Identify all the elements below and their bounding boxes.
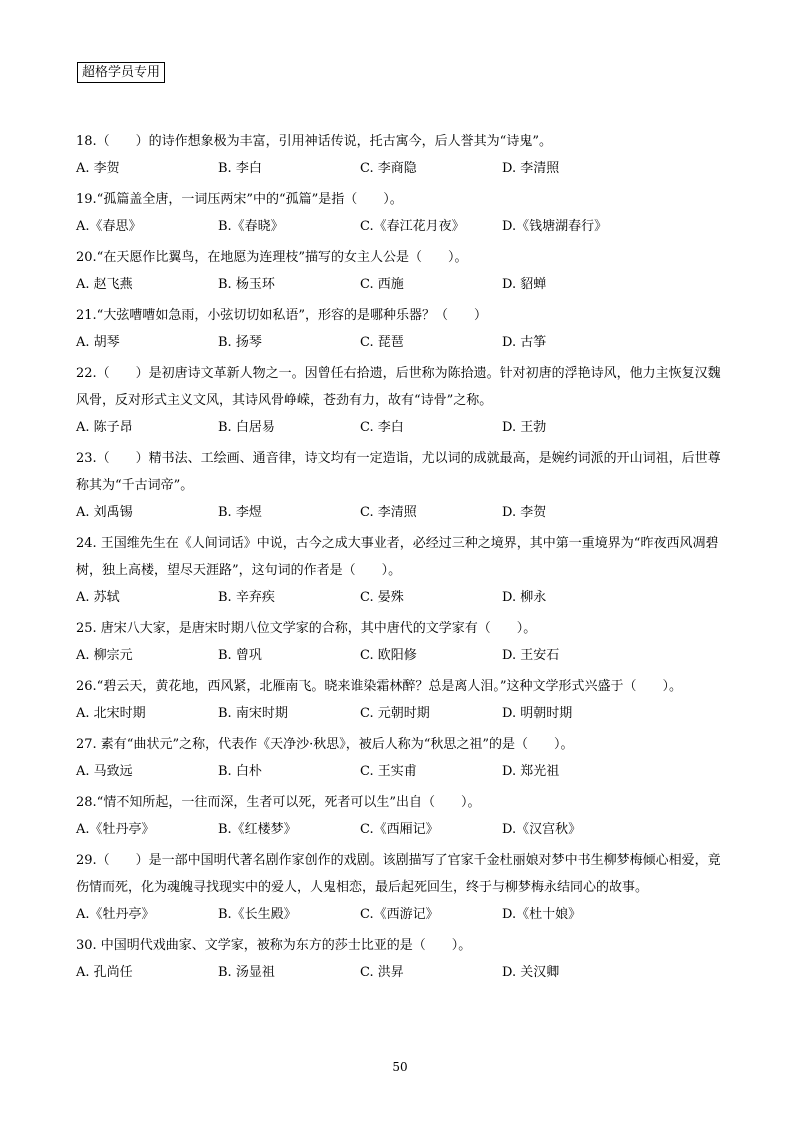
question-list: [76, 128, 728, 990]
question-text: 19.“孤篇盖全唐，一词压两宋”中的“孤篇”是指（ ）。: [76, 192, 403, 207]
question-text: 18.（ ）的诗作想象极为丰富，引用神话传说，托古寓今，后人誉其为“诗鬼”。: [76, 134, 552, 149]
question-text: 30. 中国明代戏曲家、文学家，被称为东方的莎士比亚的是（ ）。: [76, 938, 472, 953]
answer-option: B.《长生殿》: [218, 907, 297, 922]
answer-option: B. 汤显祖: [218, 965, 275, 980]
answer-option: A. 柳宗元: [76, 648, 133, 663]
student-only-badge: 超格学员专用: [77, 62, 165, 83]
answer-option: A. 孔尚任: [76, 965, 133, 980]
answer-option: B.《春晓》: [218, 219, 284, 234]
question-item: [76, 128, 728, 182]
question-item: [76, 445, 728, 526]
question-item: [76, 789, 728, 843]
answer-option: D.《钱塘湖春行》: [502, 219, 608, 234]
answer-option: B. 李煜: [218, 505, 262, 520]
answer-option: B. 李白: [218, 161, 262, 176]
question-text: 20.“在天愿作比翼鸟，在地愿为连理枝”描写的女主人公是（ ）。: [76, 250, 468, 265]
answer-options: [76, 816, 728, 843]
question-text: 26.“碧云天，黄花地，西风紧，北雁南飞。晓来谁染霜林醉？总是离人泪。”这种文学形式兴盛于（ ）。: [76, 679, 682, 694]
answer-option: D. 明朝时期: [502, 706, 573, 721]
answer-options: [76, 414, 728, 441]
answer-option: C. 晏殊: [360, 590, 404, 605]
answer-options: [76, 155, 728, 182]
answer-option: B. 南宋时期: [218, 706, 288, 721]
answer-option: C.《西游记》: [360, 907, 439, 922]
question-text: 21.“大弦嘈嘈如急雨，小弦切切如私语”，形容的是哪种乐器？（ ）: [76, 308, 487, 323]
answer-option: D.《汉宫秋》: [502, 822, 582, 837]
answer-option: A. 胡琴: [76, 335, 120, 350]
question-item: [76, 530, 728, 611]
answer-option: C. 李商隐: [360, 161, 417, 176]
answer-option: D. 关汉卿: [502, 965, 560, 980]
answer-option: B. 杨玉环: [218, 277, 275, 292]
answer-option: A. 马致远: [76, 764, 133, 779]
question-item: [76, 360, 728, 441]
question-item: [76, 673, 728, 727]
answer-option: D. 古筝: [502, 335, 547, 350]
answer-option: B. 白居易: [218, 420, 275, 435]
question-text: 22.（ ）是初唐诗文革新人物之一。因曾任右拾遗，后世称为陈拾遗。针对初唐的浮艳诗风，他力主恢复汉魏风骨，反对形式主义文风，其诗风骨峥嵘，苍劲有力，故有“诗骨”之称。: [76, 366, 721, 408]
answer-option: C. 洪昇: [360, 965, 404, 980]
question-item: [76, 847, 728, 928]
answer-option: C. 琵琶: [360, 335, 404, 350]
answer-options: [76, 700, 728, 727]
answer-option: C. 西施: [360, 277, 404, 292]
answer-option: A.《牡丹亭》: [76, 907, 155, 922]
question-item: [76, 615, 728, 669]
answer-option: A. 北宋时期: [76, 706, 146, 721]
answer-option: D. 貂蝉: [502, 277, 547, 292]
answer-options: [76, 901, 728, 928]
answer-option: C.《春江花月夜》: [360, 219, 465, 234]
answer-option: D. 柳永: [502, 590, 547, 605]
answer-option: D. 郑光祖: [502, 764, 560, 779]
answer-option: A. 苏轼: [76, 590, 120, 605]
answer-option: D.《杜十娘》: [502, 907, 582, 922]
answer-option: C. 王实甫: [360, 764, 417, 779]
answer-options: [76, 959, 728, 986]
answer-option: D. 李清照: [502, 161, 560, 176]
answer-options: [76, 329, 728, 356]
answer-option: D. 王安石: [502, 648, 560, 663]
answer-option: B. 辛弃疾: [218, 590, 275, 605]
answer-options: [76, 758, 728, 785]
question-text: 29.（ ）是一部中国明代著名剧作家创作的戏剧。该剧描写了官家千金杜丽娘对梦中书生柳梦梅倾心相爱，竟伤情而死，化为魂魄寻找现实中的爱人，人鬼相恋，最后起死回生，终于与柳梦梅永结同心的故事。: [76, 853, 721, 895]
question-item: [76, 186, 728, 240]
answer-options: [76, 213, 728, 240]
answer-options: [76, 499, 728, 526]
answer-option: A. 赵飞燕: [76, 277, 133, 292]
answer-option: B. 扬琴: [218, 335, 262, 350]
question-item: [76, 932, 728, 986]
answer-option: C.《西厢记》: [360, 822, 439, 837]
answer-options: [76, 584, 728, 611]
answer-option: A.《春思》: [76, 219, 142, 234]
question-text: 27. 素有“曲状元”之称，代表作《天净沙·秋思》，被后人称为“秋思之祖”的是（ ）。: [76, 737, 574, 752]
answer-option: B. 曾巩: [218, 648, 262, 663]
question-text: 25. 唐宋八大家，是唐宋时期八位文学家的合称，其中唐代的文学家有（ ）。: [76, 621, 537, 636]
answer-options: [76, 642, 728, 669]
answer-option: D. 王勃: [502, 420, 547, 435]
answer-option: C. 李清照: [360, 505, 417, 520]
answer-option: A.《牡丹亭》: [76, 822, 155, 837]
question-text: 24. 王国维先生在《人间词话》中说，古今之成大事业者，必经过三种之境界，其中第一重境界为“昨夜西风凋碧树，独上高楼，望尽天涯路”，这句词的作者是（ ）。: [76, 536, 719, 578]
answer-option: A. 刘禹锡: [76, 505, 133, 520]
answer-options: [76, 271, 728, 298]
question-item: [76, 302, 728, 356]
question-item: [76, 731, 728, 785]
answer-option: C. 欧阳修: [360, 648, 417, 663]
answer-option: B. 白朴: [218, 764, 262, 779]
answer-option: D. 李贺: [502, 505, 547, 520]
question-text: 23.（ ）精书法、工绘画、通音律，诗文均有一定造诣，尤以词的成就最高，是婉约词派的开山词祖，后世尊称其为“千古词帝”。: [76, 451, 721, 493]
answer-option: C. 元朝时期: [360, 706, 430, 721]
page-number: 50: [392, 1060, 408, 1074]
answer-option: A. 陈子昂: [76, 420, 133, 435]
question-text: 28.“情不知所起，一往而深，生者可以死，死者可以生”出自（ ）。: [76, 795, 481, 810]
answer-option: B.《红楼梦》: [218, 822, 297, 837]
answer-option: C. 李白: [360, 420, 404, 435]
answer-option: A. 李贺: [76, 161, 120, 176]
question-item: [76, 244, 728, 298]
